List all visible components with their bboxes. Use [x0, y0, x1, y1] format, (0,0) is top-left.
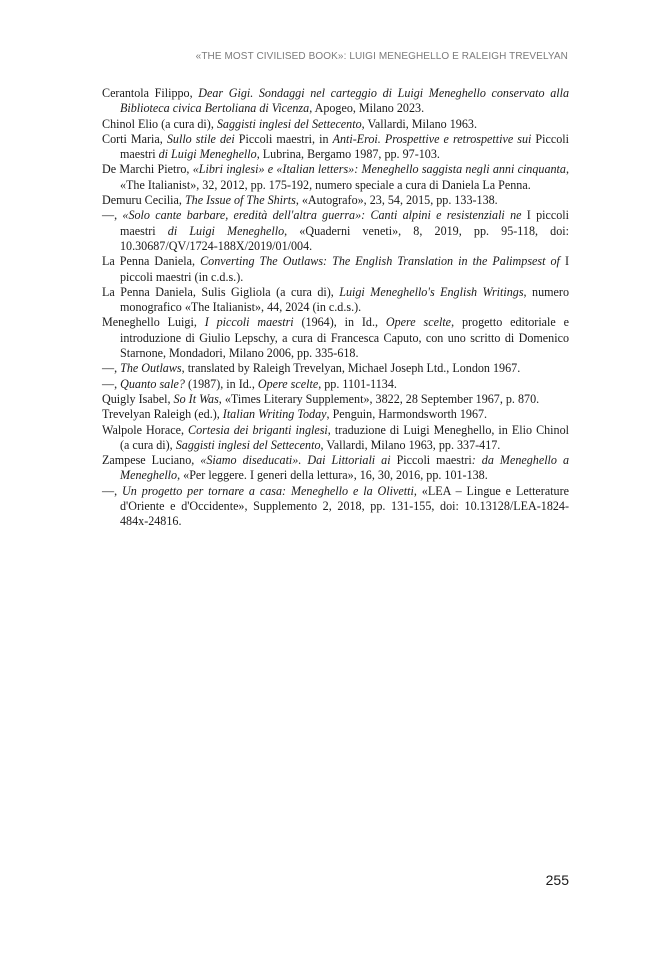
entry-italic-text: Quanto sale? — [120, 376, 185, 391]
bibliography-entry — [102, 162, 569, 193]
entry-text: , Lubrina, Bergamo 1987, pp. 97-103. — [256, 147, 440, 162]
entry-italic-text: di Luigi Meneghello — [158, 147, 257, 162]
entry-text: Piccoli maestri — [390, 453, 472, 468]
entry-italic-text: Saggisti inglesi del Settecento — [216, 116, 362, 131]
entry-text: , «LEA – Lingue e Letterature d'Oriente e d'Occidente», Supplemento 2, 2018, pp. 131-155, doi: 10.13128/LEA-1824-484x-24816. — [120, 483, 569, 529]
running-header: «THE MOST CIVILISED BOOK»: LUIGI MENEGHELLO E RALEIGH TREVELYAN — [195, 51, 568, 62]
bibliography-list — [102, 86, 569, 530]
bibliography-entry — [102, 315, 569, 361]
bibliography-entry — [102, 208, 569, 254]
entry-text: , «Per leggere. I generi della lettura», 16, 30, 2016, pp. 101-138. — [177, 468, 488, 483]
entry-italic-text: So It Was — [173, 391, 219, 406]
entry-text: Trevelyan Raleigh (ed.), — [102, 407, 223, 422]
entry-italic-text: Opere scelte — [257, 376, 319, 391]
bibliography-entry — [102, 392, 569, 407]
entry-text: , progetto editoriale e introduzione di Giulio Lepschy, a cura di Francesca Caputo, con uno scritto di Domenico Starnone, Mondadori, Milano 2006, pp. 335-618. — [120, 315, 569, 361]
entry-italic-text: I piccoli maestri — [204, 315, 294, 330]
bibliography-entry — [102, 254, 569, 285]
entry-text: Quigly Isabel, — [102, 391, 174, 406]
bibliography-entry — [102, 453, 569, 484]
entry-text: Zampese Luciano, — [102, 453, 201, 468]
entry-text: De Marchi Pietro, — [102, 162, 193, 177]
entry-italic-text: Italian Writing Today — [222, 407, 327, 422]
entry-text: , «Autografo», 23, 54, 2015, pp. 133-138. — [295, 193, 498, 208]
entry-text: , Vallardi, Milano 1963. — [361, 116, 477, 131]
page-number: 255 — [545, 872, 569, 888]
entry-italic-text: Opere scelte — [385, 315, 452, 330]
entry-text: —, — [102, 376, 121, 391]
entry-italic-text: «Siamo diseducati». Dai Littoriali ai — [200, 453, 391, 468]
entry-italic-text: Un progetto per tornare a casa: Meneghello e la Olivetti — [122, 483, 414, 498]
entry-italic-text: di Luigi Meneghello — [167, 223, 285, 238]
entry-text: , «Times Literary Supplement», 3822, 28 September 1967, p. 870. — [218, 391, 540, 406]
bibliography-entry — [102, 407, 569, 422]
entry-text: , pp. 1101-1134. — [318, 376, 397, 391]
entry-italic-text: «Libri inglesi» e «Italian letters»: Meneghello saggista negli anni cinquanta — [192, 162, 566, 177]
entry-text: Piccoli maestri, in — [234, 131, 333, 146]
bibliography-entry — [102, 285, 569, 316]
bibliography-entry — [102, 193, 569, 208]
entry-italic-text: : da Meneghello a Meneghello — [120, 453, 570, 483]
entry-italic-text: «Solo cante barbare, eredità dell'altra guerra»: Canti alpini e resistenziali ne — [122, 208, 522, 223]
entry-text: Corti Maria, — [102, 131, 167, 146]
entry-text: , Penguin, Harmondsworth 1967. — [326, 407, 488, 422]
entry-text: , «The Italianist», 32, 2012, pp. 175-192, numero speciale a cura di Daniela La Penna. — [120, 162, 569, 192]
entry-text: Piccoli maestri — [120, 131, 569, 162]
entry-text: —, — [102, 208, 123, 223]
bibliography-entry — [102, 132, 569, 163]
entry-italic-text: Dear Gigi. Sondaggi nel carteggio di Luigi Meneghello conservato alla Biblioteca civica Bertoliana di Vicenza — [120, 86, 570, 116]
entry-italic-text: Luigi Meneghello's English Writings — [339, 284, 524, 299]
entry-text: Demuru Cecilia, — [102, 193, 185, 208]
bibliography-entry — [102, 117, 569, 132]
entry-text: —, — [102, 483, 123, 498]
entry-italic-text: Cortesia dei briganti inglesi — [188, 422, 328, 437]
entry-italic-text: Saggisti inglesi del Settecento — [175, 437, 321, 452]
entry-text: , numero monografico «The Italianist», 44, 2024 (in c.d.s.). — [120, 284, 569, 315]
entry-text: , Vallardi, Milano 1963, pp. 337-417. — [320, 437, 501, 452]
entry-text: La Penna Daniela, — [102, 254, 201, 269]
entry-italic-text: The Outlaws — [120, 361, 182, 376]
entry-text: La Penna Daniela, Sulis Gigliola (a cura di), — [102, 284, 340, 299]
bibliography-entry — [102, 361, 569, 376]
entry-text: Walpole Horace, — [102, 422, 189, 437]
entry-text: , Apogeo, Milano 2023. — [309, 101, 425, 116]
entry-italic-text: Anti-Eroi. Prospettive e retrospettive sui — [332, 131, 532, 146]
bibliography-entry — [102, 377, 569, 392]
entry-text: Meneghello Luigi, — [102, 315, 205, 330]
entry-text: (1987), in Id., — [184, 376, 258, 391]
entry-text: , «Quaderni veneti», 8, 2019, pp. 95-118, doi: 10.30687/QV/1724-188X/2019/01/004. — [120, 223, 569, 253]
bibliography-entry — [102, 484, 569, 530]
entry-text: I piccoli maestri — [120, 208, 570, 238]
entry-text: I piccoli maestri (in c.d.s.). — [120, 254, 569, 284]
entry-text: Chinol Elio (a cura di), — [102, 116, 217, 131]
bibliography-entry — [102, 86, 569, 117]
entry-text: (1964), in Id., — [293, 315, 386, 330]
bibliography-entry — [102, 423, 569, 454]
entry-text: , traduzione di Luigi Meneghello, in Elio Chinol (a cura di), — [120, 422, 569, 452]
entry-text: —, — [102, 361, 121, 376]
entry-italic-text: The Issue of The Shirts — [184, 193, 296, 208]
entry-text: , translated by Raleigh Trevelyan, Michael Joseph Ltd., London 1967. — [181, 361, 521, 376]
entry-text: Cerantola Filippo, — [102, 86, 199, 100]
entry-italic-text: Sullo stile dei — [166, 131, 235, 146]
entry-italic-text: Converting The Outlaws: The English Translation in the Palimpsest of — [200, 254, 560, 269]
